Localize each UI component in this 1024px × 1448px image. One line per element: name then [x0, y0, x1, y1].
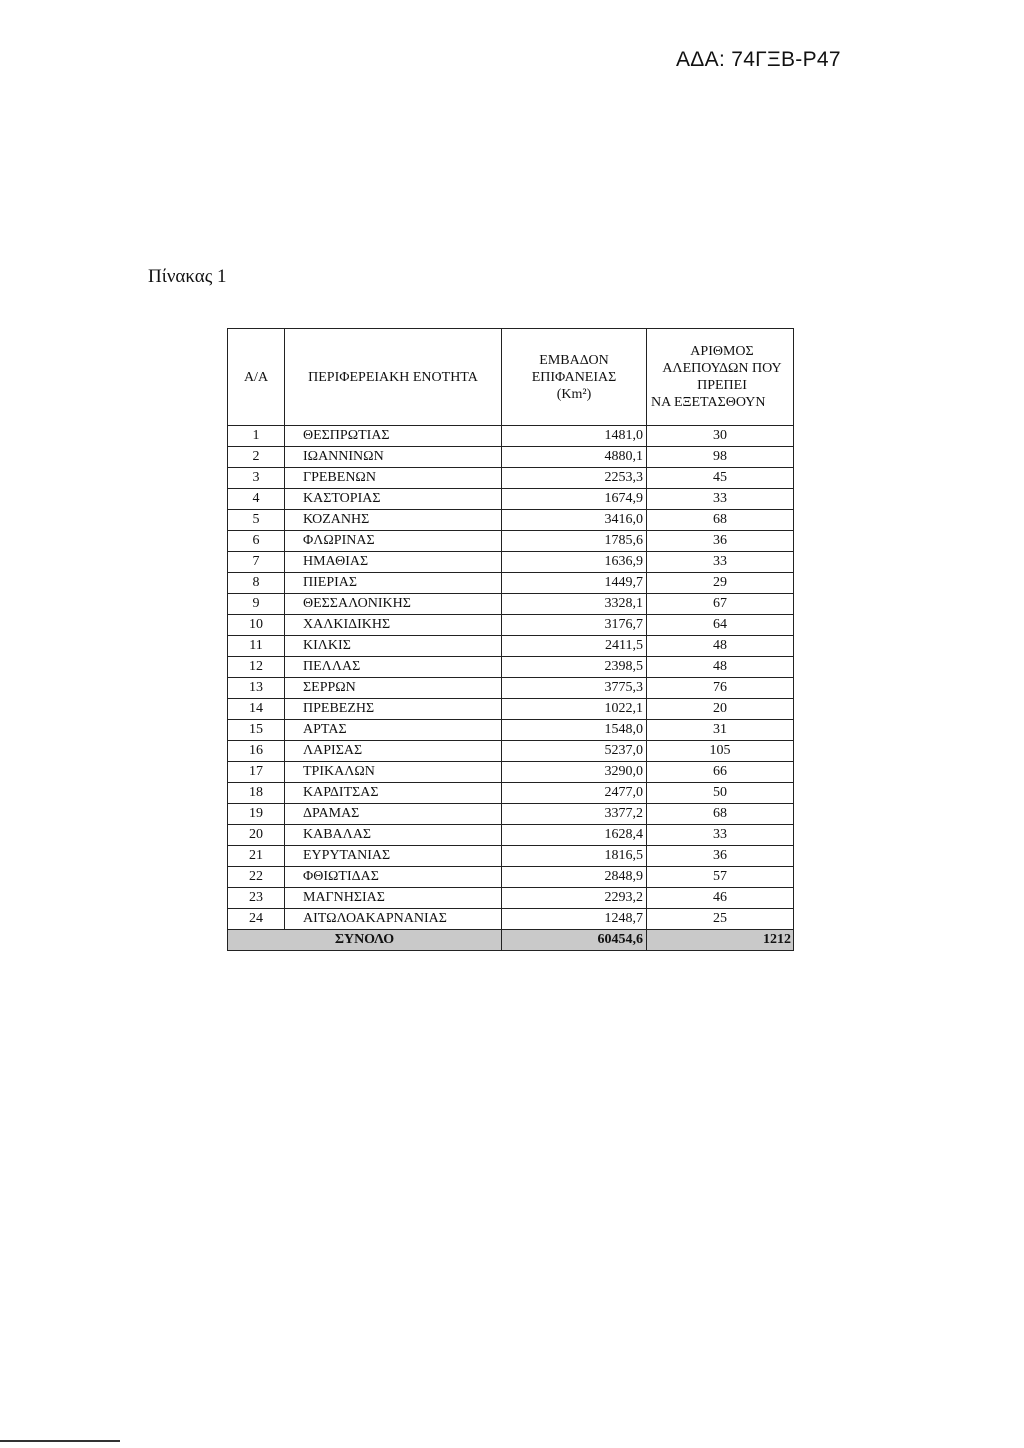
data-table: [227, 328, 794, 951]
header-aa: Α/Α: [228, 329, 285, 426]
cell-region: ΠΕΛΛΑΣ: [285, 657, 502, 678]
cell-area: 1816,5: [502, 846, 647, 867]
cell-area: 2398,5: [502, 657, 647, 678]
cell-region: ΔΡΑΜΑΣ: [285, 804, 502, 825]
table-row: [228, 468, 794, 489]
header-foxes-bottom: ΝΑ ΕΞΕΤΑΣΘΟΥΝ: [651, 395, 766, 410]
cell-area: 3328,1: [502, 594, 647, 615]
table-row: [228, 720, 794, 741]
cell-region: ΓΡΕΒΕΝΩΝ: [285, 468, 502, 489]
cell-area: 3775,3: [502, 678, 647, 699]
cell-region: ΠΡΕΒΕΖΗΣ: [285, 699, 502, 720]
table-body: [228, 426, 794, 930]
table-row: [228, 846, 794, 867]
cell-foxes: 33: [647, 825, 794, 846]
cell-region: ΠΙΕΡΙΑΣ: [285, 573, 502, 594]
table-row: [228, 573, 794, 594]
header-area-unit: (Km²): [556, 386, 592, 402]
cell-foxes: 67: [647, 594, 794, 615]
cell-region: ΛΑΡΙΣΑΣ: [285, 741, 502, 762]
cell-area: 3290,0: [502, 762, 647, 783]
cell-foxes: 46: [647, 888, 794, 909]
cell-foxes: 30: [647, 426, 794, 447]
cell-foxes: 25: [647, 909, 794, 930]
cell-foxes: 45: [647, 468, 794, 489]
cell-aa: 14: [228, 699, 285, 720]
cell-region: ΚΑΣΤΟΡΙΑΣ: [285, 489, 502, 510]
cell-aa: 21: [228, 846, 285, 867]
header-foxes-top: ΑΡΙΘΜΟΣ ΑΛΕΠΟΥΔΩΝ ΠΟΥ ΠΡΕΠΕΙ: [662, 344, 782, 393]
cell-area: 2253,3: [502, 468, 647, 489]
table-row: [228, 804, 794, 825]
cell-region: ΕΥΡΥΤΑΝΙΑΣ: [285, 846, 502, 867]
cell-foxes: 76: [647, 678, 794, 699]
table-row: [228, 783, 794, 804]
cell-area: 3176,7: [502, 615, 647, 636]
table-row: [228, 657, 794, 678]
cell-aa: 5: [228, 510, 285, 531]
header-row: [228, 329, 794, 426]
table-row: [228, 825, 794, 846]
cell-foxes: 31: [647, 720, 794, 741]
cell-area: 1481,0: [502, 426, 647, 447]
cell-aa: 22: [228, 867, 285, 888]
cell-foxes: 98: [647, 447, 794, 468]
cell-region: ΑΙΤΩΛΟΑΚΑΡΝΑΝΙΑΣ: [285, 909, 502, 930]
cell-aa: 8: [228, 573, 285, 594]
table-row: [228, 552, 794, 573]
cell-aa: 9: [228, 594, 285, 615]
cell-area: 1636,9: [502, 552, 647, 573]
table-row: [228, 867, 794, 888]
header-foxes: [647, 329, 794, 426]
table-row: [228, 678, 794, 699]
table-title: Πίνακας 1: [148, 266, 227, 287]
cell-region: ΦΛΩΡΙΝΑΣ: [285, 531, 502, 552]
cell-area: 2293,2: [502, 888, 647, 909]
cell-area: 1449,7: [502, 573, 647, 594]
cell-foxes: 33: [647, 552, 794, 573]
cell-area: 3416,0: [502, 510, 647, 531]
cell-region: ΘΕΣΣΑΛΟΝΙΚΗΣ: [285, 594, 502, 615]
cell-area: 1674,9: [502, 489, 647, 510]
table-row: [228, 510, 794, 531]
cell-aa: 24: [228, 909, 285, 930]
cell-foxes: 66: [647, 762, 794, 783]
header-area: [502, 329, 647, 426]
cell-region: ΣΕΡΡΩΝ: [285, 678, 502, 699]
cell-aa: 13: [228, 678, 285, 699]
cell-aa: 16: [228, 741, 285, 762]
cell-aa: 2: [228, 447, 285, 468]
cell-area: 1785,6: [502, 531, 647, 552]
cell-area: 4880,1: [502, 447, 647, 468]
table-row: [228, 489, 794, 510]
cell-aa: 23: [228, 888, 285, 909]
cell-area: 2848,9: [502, 867, 647, 888]
cell-area: 1628,4: [502, 825, 647, 846]
table-row: [228, 909, 794, 930]
cell-aa: 6: [228, 531, 285, 552]
table-footer: [228, 930, 794, 951]
cell-region: ΚΑΡΔΙΤΣΑΣ: [285, 783, 502, 804]
cell-region: ΚΙΛΚΙΣ: [285, 636, 502, 657]
cell-aa: 12: [228, 657, 285, 678]
cell-foxes: 48: [647, 657, 794, 678]
table-row: [228, 699, 794, 720]
cell-area: 1022,1: [502, 699, 647, 720]
cell-foxes: 33: [647, 489, 794, 510]
table-row: [228, 741, 794, 762]
header-area-main: ΕΜΒΑΔΟΝ ΕΠΙΦΑΝΕΙΑΣ: [531, 352, 617, 385]
cell-aa: 3: [228, 468, 285, 489]
total-foxes: 1212: [647, 930, 794, 951]
cell-aa: 15: [228, 720, 285, 741]
cell-region: ΚΑΒΑΛΑΣ: [285, 825, 502, 846]
ada-code: ΑΔΑ: 74ΓΞΒ-Ρ47: [676, 48, 841, 71]
table-row: [228, 426, 794, 447]
table-row: [228, 531, 794, 552]
cell-aa: 20: [228, 825, 285, 846]
cell-foxes: 68: [647, 804, 794, 825]
table-row: [228, 888, 794, 909]
table-row: [228, 447, 794, 468]
cell-region: ΙΩΑΝΝΙΝΩΝ: [285, 447, 502, 468]
table-row: [228, 762, 794, 783]
cell-region: ΗΜΑΘΙΑΣ: [285, 552, 502, 573]
table-header: [228, 329, 794, 426]
cell-region: ΧΑΛΚΙΔΙΚΗΣ: [285, 615, 502, 636]
cell-foxes: 64: [647, 615, 794, 636]
cell-area: 1248,7: [502, 909, 647, 930]
header-region: ΠΕΡΙΦΕΡΕΙΑΚΗ ΕΝΟΤΗΤΑ: [285, 329, 502, 426]
cell-area: 3377,2: [502, 804, 647, 825]
table-row: [228, 615, 794, 636]
total-area: 60454,6: [502, 930, 647, 951]
cell-foxes: 20: [647, 699, 794, 720]
cell-region: ΑΡΤΑΣ: [285, 720, 502, 741]
cell-area: 5237,0: [502, 741, 647, 762]
cell-aa: 17: [228, 762, 285, 783]
table-row: [228, 636, 794, 657]
cell-foxes: 36: [647, 531, 794, 552]
cell-region: ΚΟΖΑΝΗΣ: [285, 510, 502, 531]
cell-region: ΤΡΙΚΑΛΩΝ: [285, 762, 502, 783]
cell-aa: 11: [228, 636, 285, 657]
total-row: [228, 930, 794, 951]
cell-region: ΦΘΙΩΤΙΔΑΣ: [285, 867, 502, 888]
cell-foxes: 68: [647, 510, 794, 531]
cell-foxes: 36: [647, 846, 794, 867]
cell-foxes: 50: [647, 783, 794, 804]
cell-aa: 1: [228, 426, 285, 447]
scan-edge-line: [0, 1440, 120, 1442]
table-row: [228, 594, 794, 615]
cell-aa: 18: [228, 783, 285, 804]
cell-aa: 4: [228, 489, 285, 510]
cell-area: 2477,0: [502, 783, 647, 804]
cell-aa: 7: [228, 552, 285, 573]
cell-region: ΘΕΣΠΡΩΤΙΑΣ: [285, 426, 502, 447]
cell-foxes: 29: [647, 573, 794, 594]
cell-area: 2411,5: [502, 636, 647, 657]
total-label: ΣΥΝΟΛΟ: [228, 930, 502, 951]
cell-aa: 19: [228, 804, 285, 825]
cell-foxes: 48: [647, 636, 794, 657]
cell-area: 1548,0: [502, 720, 647, 741]
cell-aa: 10: [228, 615, 285, 636]
cell-foxes: 57: [647, 867, 794, 888]
cell-foxes: 105: [647, 741, 794, 762]
cell-region: ΜΑΓΝΗΣΙΑΣ: [285, 888, 502, 909]
